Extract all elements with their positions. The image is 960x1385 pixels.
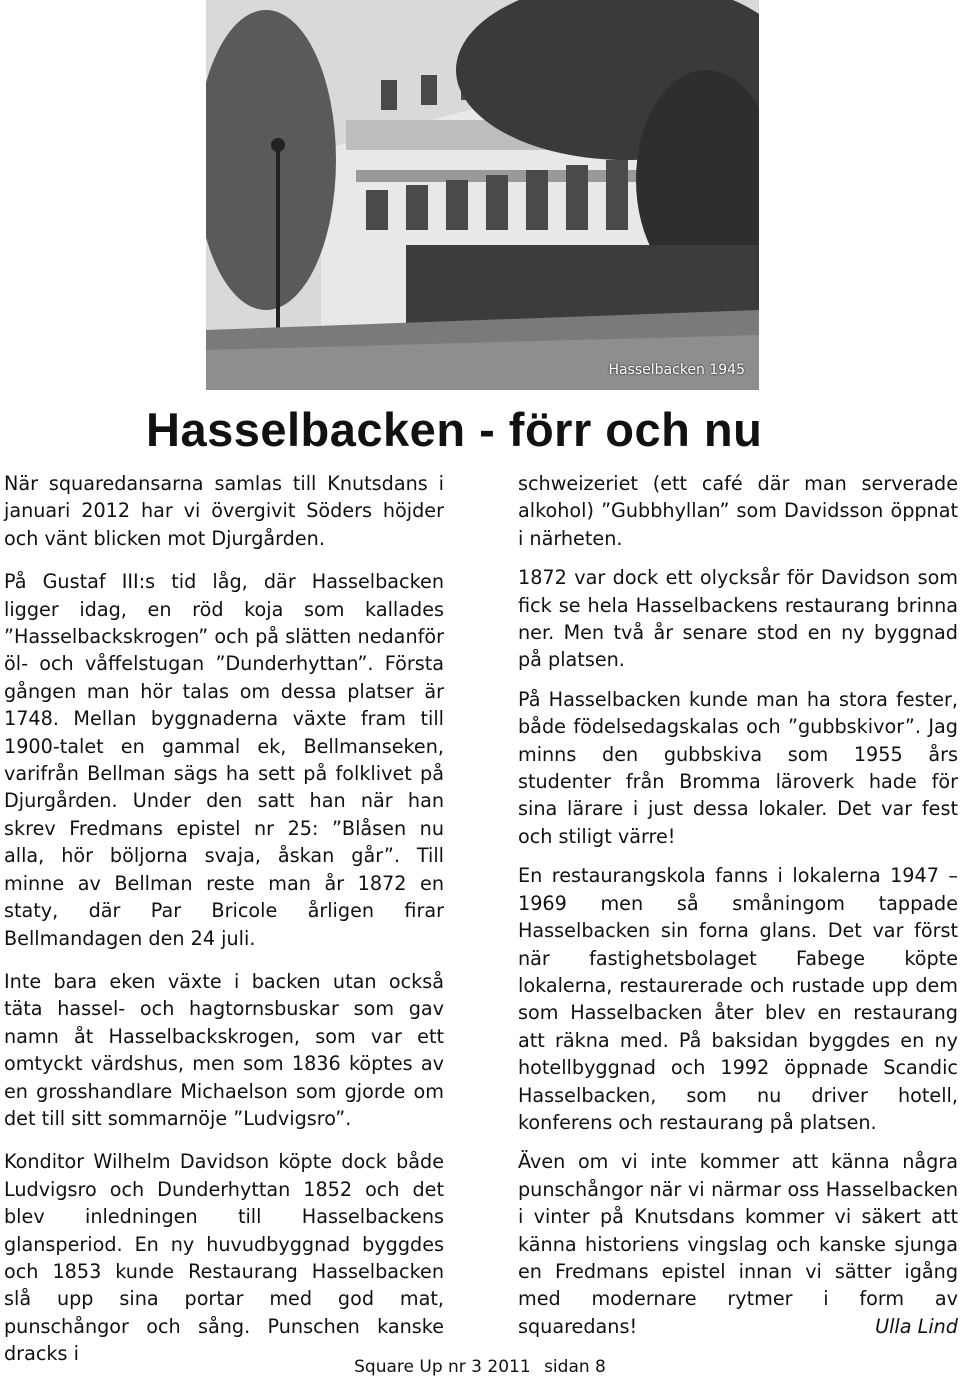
paragraph-text: Även om vi inte kommer att känna några punschångor när vi närmar oss Hasselbacken i vinter på Knutsdans kommer vi säkert att känna historiens vingslag och kanske sjunga en Fredmans epistel innan vi sätter igång med modernare rytmer i form av squaredans! [518,1150,958,1338]
page-number: sidan 8 [544,1357,606,1377]
paragraph: En restaurangskola fanns i lokalerna 1947 – 1969 men så småningom tappade Hasselbacken sin forna glans. Det var först när fastighetsbolaget Fabege köpte lokalerna, restaurerade och rustade upp dem som Hasselbacken åter blev en restaurang att räkna med. På baksidan byggdes en ny hotellbyggnad och 1992 öppnade Scandic Hasselbacken, som nu driver hotell, konferens och restaurang på platsen. [518,864,958,1134]
article-title: Hasselbacken - förr och nu [146,403,763,456]
page-footer [0,1357,960,1377]
paragraph: 1872 var dock ett olycksår för Davidson som fick se hela Hasselbackens restaurang brinna ner. Men två år senare stod en ny byggnad på platsen. [518,566,958,672]
paragraph: När squaredansarna samlas till Knutsdans i januari 2012 har vi övergivit Söders höjder och vänt blicken mot Djurgården. [4,472,444,550]
right-column [518,470,958,1352]
paragraph: På Hasselbacken kunde man ha stora fester, både födelsedagskalas och ”gubbskivor”. Jag minns den gubbskiva som 1955 års studenter från Bromma läroverk hade för sina lärare i just dessa lokaler. Det var fest och stiligt värre! [518,687,958,848]
photo-illustration [206,0,759,390]
paragraph: schweizeriet (ett café där man serverade alkohol) ”Gubbhyllan” som Davidsson öppnat i närheten. [518,472,958,550]
photo-caption: Hasselbacken 1945 [608,362,745,378]
paragraph: Inte bara eken växte i backen utan också täta hassel- och hagtornsbuskar som gav namn åt Hasselbackskrogen, som var ett omtyckt värdshus, men som 1836 köptes av en grosshandlare Michaelson som gjorde om det till sitt sommarnöje ”Ludvigsro”. [4,969,444,1130]
paragraph-final [518,1148,958,1340]
left-column [4,470,444,1380]
paragraph: Konditor Wilhelm Davidson köpte dock både Ludvigsro och Dunderhyttan 1852 och det blev inledningen till Hasselbackens glansperiod. En ny huvudbyggnad byggdes och 1853 kunde Restaurang Hasselbacken slå upp sina portar med god mat, punschångor och sång. Punschen kanske dracks i [4,1150,444,1366]
author-signature: Ulla Lind [875,1314,958,1338]
paragraph: På Gustaf III:s tid låg, där Hasselbacken ligger idag, en röd koja som kallades ”Hasselbackskrogen” och på slätten nedanför öl- och våffelstugan ”Dunderhyttan”. Första gången man hör talas om dessa platser är 1748. Mellan byggnaderna växte fram till 1900-talet en gammal ek, Bellmanseken, varifrån Bellman sägs ha sett på folklivet på Djurgården. Under den satt han när han skrev Fredmans epistel nr 25: ”Blåsen nu alla, hör böljorna svaja, åskan går”. Till minne av Bellman reste man år 1872 en staty, där Par Bricole årligen firar Bellmandagen den 24 juli. [4,570,444,950]
hasselbacken-photo [206,0,759,390]
publication-label: Square Up nr 3 2011 [354,1357,531,1377]
